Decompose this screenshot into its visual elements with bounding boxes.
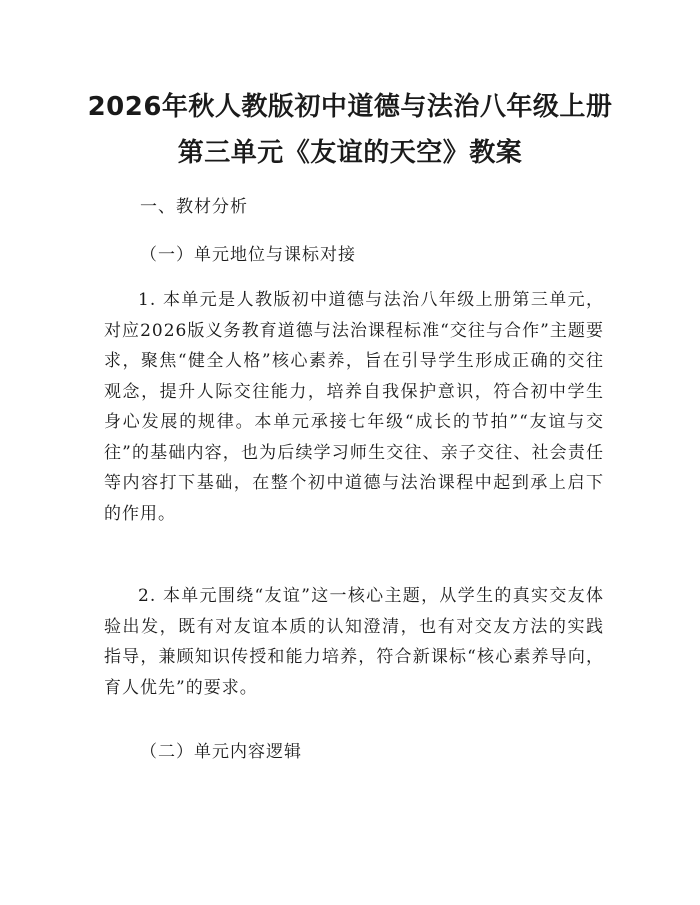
document-title-line-2: 第三单元《友谊的天空》教案 <box>177 138 523 168</box>
paragraph-unit-position: 1. 本单元是人教版初中道德与法治八年级上册第三单元，对应2026版义务教育道德与法治课程标准“交往与合作”主题要求，聚焦“健全人格”核心素养，旨在引导学生形成正确的交往观念，提升人际交往能力，培养自我保护意识，符合初中学生身心发展的规律。本单元承接七年级“成长的节拍”“友谊与交往”的基础内容，也为后续学习师生交往、亲子交往、社会责任等内容打下基础，在整个初中道德与法治课程中起到承上启下的作用。 <box>104 290 604 524</box>
paragraph-unit-theme: 2. 本单元围绕“友谊”这一核心主题，从学生的真实交友体验出发，既有对友谊本质的认知澄清，也有对交友方法的实践指导，兼顾知识传授和能力培养，符合新课标“核心素养导向，育人优先”的要求。 <box>104 586 604 698</box>
document-title-line-1: 2026年秋人教版初中道德与法治八年级上册 <box>87 92 613 122</box>
subsection-heading-content-logic: （二）单元内容逻辑 <box>140 742 302 762</box>
section-heading-textbook-analysis: 一、教材分析 <box>140 197 248 217</box>
subsection-heading-unit-position: （一）单元地位与课标对接 <box>140 245 356 265</box>
